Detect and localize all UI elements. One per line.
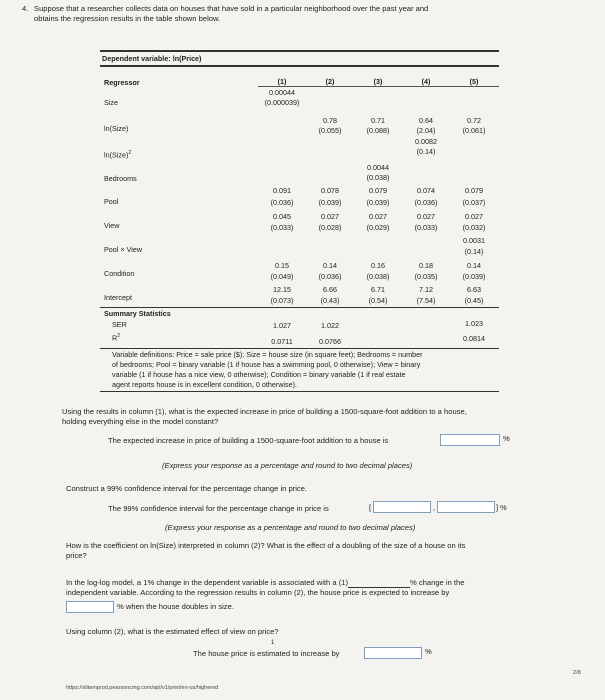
cell-condition-c2: 0.14 <box>323 261 337 270</box>
cell-lnsize-c5: 0.72 <box>467 116 481 125</box>
col-header-5: (5) <box>469 77 479 86</box>
cell-lnsize2-c4: 0.0082 <box>415 137 437 146</box>
ser-c2: 1.022 <box>321 321 339 330</box>
cell-intercept-c2-se: (0.43) <box>320 296 340 305</box>
part1-percent-sign: % <box>503 434 510 443</box>
cell-intercept-c2: 6.66 <box>323 285 337 294</box>
cell-condition-c1-se: (0.049) <box>270 272 294 281</box>
cell-intercept-c4: 7.12 <box>419 285 433 294</box>
part2-percent-sign: % <box>500 503 507 512</box>
cell-pool-c2-se: (0.039) <box>318 198 342 207</box>
cell-view-c1-se: (0.033) <box>270 223 294 232</box>
cell-pool-c5: 0.079 <box>465 186 483 195</box>
part2-answer-prompt: The 99% confidence interval for the percentage change in price is <box>108 504 329 513</box>
cell-condition-c4: 0.18 <box>419 261 433 270</box>
dependent-variable-label: Dependent variable: ln(Price) <box>102 54 202 63</box>
row-label-lnsize-squared: ln(Size)$^2$ <box>104 150 132 160</box>
cell-condition-c2-se: (0.036) <box>318 272 342 281</box>
r2-label: $R^2$ <box>112 333 120 343</box>
ser-label: SER <box>112 320 127 329</box>
cell-intercept-c1: 12.15 <box>273 285 291 294</box>
definitions-line-4: agent reports house is in excellent condition, 0 otherwise). <box>112 380 297 389</box>
cell-intercept-c5: 6.63 <box>467 285 481 294</box>
part3-question-line2: price? <box>66 551 87 560</box>
part2-comma: , <box>433 503 436 512</box>
cell-poolview-c5-se: (0.14) <box>464 247 484 256</box>
cell-view-c5-se: (0.032) <box>462 223 486 232</box>
cell-lnsize-c3-se: (0.088) <box>366 126 390 135</box>
part2-bracket-close: ] <box>496 503 499 512</box>
cell-pool-c3: 0.079 <box>369 186 387 195</box>
cell-view-c5: 0.027 <box>465 212 483 221</box>
cell-lnsize-c2-se: (0.055) <box>318 126 342 135</box>
question-number: 4. <box>22 4 29 13</box>
row-label-condition: Condition <box>104 269 135 278</box>
part3-question-line1: How is the coefficient on ln(Size) interpreted in column (2)? What is the effect of a doubling of the size of a house on its <box>66 541 466 550</box>
part4-answer-prompt: The house price is estimated to increase by <box>193 649 340 658</box>
cell-intercept-c3: 6.71 <box>371 285 385 294</box>
summary-title: Summary Statistics <box>104 309 171 318</box>
cell-view-c4: 0.027 <box>417 212 435 221</box>
row-label-size: Size <box>104 98 118 107</box>
col-header-rule <box>258 86 499 87</box>
cell-condition-c3: 0.16 <box>371 261 385 270</box>
cell-intercept-c4-se: (7.54) <box>416 296 436 305</box>
footer-url[interactable]: https://xlitemprod.pearsoncmg.com/api/v1/print/en-us/highered <box>66 685 219 691</box>
row-label-bedrooms: Bedrooms <box>104 174 137 183</box>
cell-bedrooms-c3: 0.0044 <box>367 163 389 172</box>
col-header-4: (4) <box>421 77 431 86</box>
part2-note: (Express your response as a percentage and round to two decimal places) <box>165 523 416 532</box>
row-label-intercept: Intercept <box>104 293 132 302</box>
part2-question: Construct a 99% confidence interval for the percentage change in price. <box>66 484 308 493</box>
cell-bedrooms-c3-se: (0.038) <box>366 173 390 182</box>
footnote-1: 1 <box>271 640 275 646</box>
cell-view-c4-se: (0.033) <box>414 223 438 232</box>
cell-poolview-c5: 0.0031 <box>463 236 485 245</box>
part3-answer-input[interactable] <box>66 601 114 613</box>
part4-question: Using column (2), what is the estimated effect of view on price? <box>66 627 279 636</box>
cell-pool-c1: 0.091 <box>273 186 291 195</box>
cell-lnsize-c4: 0.64 <box>419 116 433 125</box>
table-top-rule <box>100 50 499 52</box>
part3-dropdown-blank[interactable] <box>348 579 410 588</box>
cell-lnsize2-c4-se: (0.14) <box>416 147 436 156</box>
cell-intercept-c3-se: (0.54) <box>368 296 388 305</box>
ser-c1: 1.027 <box>273 321 291 330</box>
cell-view-c3: 0.027 <box>369 212 387 221</box>
cell-pool-c4-se: (0.036) <box>414 198 438 207</box>
r2-c5: 0.0814 <box>463 334 485 343</box>
table-bottom-rule <box>100 391 499 392</box>
footer-page-number: 2/8 <box>573 670 581 676</box>
col-header-3: (3) <box>373 77 383 86</box>
row-label-pool-view: Pool × View <box>104 245 143 254</box>
part3-answer-line3: % when the house doubles in size. <box>117 602 234 611</box>
definitions-line-3: variable (1 if house has a nice view, 0 otherwise); Condition = binary variable (1 if real estate <box>112 370 406 379</box>
cell-lnsize-c5-se: (0.061) <box>462 126 486 135</box>
part2-bracket-open: [ <box>369 503 372 512</box>
cell-pool-c1-se: (0.036) <box>270 198 294 207</box>
r2-c2: 0.0766 <box>319 337 341 346</box>
part1-note: (Express your response as a percentage and round to two decimal places) <box>162 461 413 470</box>
cell-size-c1-se: (0.000039) <box>264 98 300 107</box>
ser-c5: 1.023 <box>465 319 483 328</box>
cell-condition-c4-se: (0.035) <box>414 272 438 281</box>
cell-size-c1: 0.00044 <box>269 88 295 97</box>
summary-rule <box>100 307 499 308</box>
cell-intercept-c5-se: (0.45) <box>464 296 484 305</box>
cell-condition-c5-se: (0.039) <box>462 272 486 281</box>
table-rule-2 <box>100 65 499 67</box>
question-intro-line2: obtains the regression results in the table shown below. <box>34 14 221 23</box>
cell-lnsize-c4-se: (2.04) <box>416 126 436 135</box>
part1-answer-input[interactable] <box>440 434 500 446</box>
cell-condition-c5: 0.14 <box>467 261 481 270</box>
part4-answer-input[interactable] <box>364 647 422 659</box>
row-label-lnsize: ln(Size) <box>104 124 129 133</box>
cell-lnsize-c2: 0.78 <box>323 116 337 125</box>
cell-pool-c4: 0.074 <box>417 186 435 195</box>
part1-question-line1: Using the results in column (1), what is the expected increase in price of building a 1500-square-foot addition to a house, <box>62 407 467 416</box>
part4-percent-sign: % <box>425 647 432 656</box>
part3-answer-line1: In the log-log model, a 1% change in the dependent variable is associated with a (1) % change in the <box>66 578 465 587</box>
cell-pool-c2: 0.078 <box>321 186 339 195</box>
cell-view-c1: 0.045 <box>273 212 291 221</box>
cell-view-c2-se: (0.028) <box>318 223 342 232</box>
part3-answer-line2: independent variable. According to the regression results in column (2), the house price is expected to increase by <box>66 588 450 597</box>
definitions-line-2: of bedrooms; Pool = binary variable (1 if house has a swimming pool, 0 otherwise); View = binary <box>112 360 421 369</box>
cell-pool-c3-se: (0.039) <box>366 198 390 207</box>
cell-condition-c3-se: (0.038) <box>366 272 390 281</box>
col-header-2: (2) <box>325 77 335 86</box>
cell-pool-c5-se: (0.037) <box>462 198 486 207</box>
cell-view-c3-se: (0.029) <box>366 223 390 232</box>
cell-lnsize-c3: 0.71 <box>371 116 385 125</box>
cell-intercept-c1-se: (0.073) <box>270 296 294 305</box>
definitions-rule <box>100 348 499 349</box>
row-label-view: View <box>104 221 120 230</box>
definitions-line-1: Variable definitions: Price = sale price ($); Size = house size (in square feet); Bedrooms = number <box>112 350 423 359</box>
question-intro-line1: Suppose that a researcher collects data on houses that have sold in a particular neighborhood over the past year and <box>34 4 429 13</box>
cell-view-c2: 0.027 <box>321 212 339 221</box>
regressor-header: Regressor <box>104 78 140 87</box>
part2-upper-input[interactable] <box>437 501 495 513</box>
part1-answer-prompt: The expected increase in price of building a 1500-square-foot addition to a house is <box>108 436 389 445</box>
cell-condition-c1: 0.15 <box>275 261 289 270</box>
col-header-1: (1) <box>277 77 287 86</box>
part1-question-line2: holding everything else in the model constant? <box>62 417 219 426</box>
row-label-pool: Pool <box>104 197 119 206</box>
r2-c1: 0.0711 <box>271 337 293 346</box>
part2-lower-input[interactable] <box>373 501 431 513</box>
